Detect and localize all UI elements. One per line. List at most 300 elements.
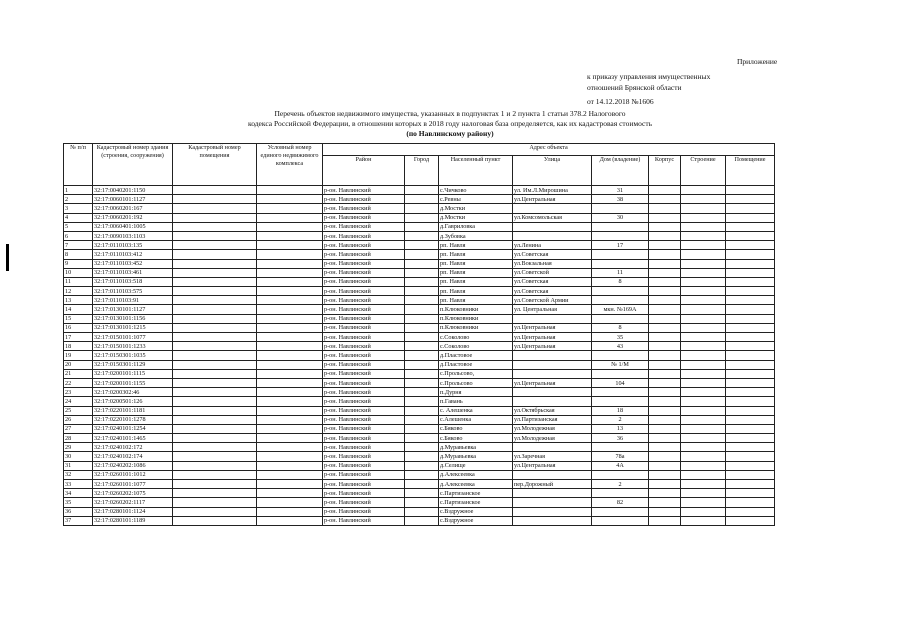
conditional-number-cell (257, 259, 323, 268)
room-cadastral-cell (173, 480, 257, 489)
block-cell (649, 213, 681, 222)
row-number-cell: 13 (64, 296, 93, 305)
house-cell (592, 250, 649, 259)
room-cadastral-cell (173, 296, 257, 305)
table-row (64, 342, 775, 351)
house-cell (592, 369, 649, 378)
street-cell (513, 489, 592, 498)
room-cell (726, 222, 775, 231)
street-cell: ул. Центральная (513, 305, 592, 314)
house-cell: мкн. №169А (592, 305, 649, 314)
room-cell (726, 268, 775, 277)
row-number-cell: 10 (64, 268, 93, 277)
appendix-line-3: от 14.12.2018 №1606 (587, 97, 654, 106)
street-cell: ул.Советской (513, 268, 592, 277)
district-cell: р-он. Навлинский (323, 296, 405, 305)
table-row (64, 397, 775, 406)
room-cell (726, 443, 775, 452)
block-cell (649, 489, 681, 498)
table-row (64, 268, 775, 277)
district-cell: р-он. Навлинский (323, 314, 405, 323)
row-number-cell: 24 (64, 397, 93, 406)
block-cell (649, 470, 681, 479)
block-cell (649, 498, 681, 507)
street-cell (513, 507, 592, 516)
appendix-title: Приложение (737, 57, 778, 66)
district-cell: р-он. Навлинский (323, 342, 405, 351)
room-cadastral-cell (173, 452, 257, 461)
building-cell (681, 186, 726, 195)
locality-cell: д.Алексеевка (439, 470, 513, 479)
cadastral-number-cell: 32:17:0130101:1156 (93, 314, 173, 323)
row-number-cell: 22 (64, 378, 93, 387)
locality-cell: с.Вздружное (439, 516, 513, 525)
locality-cell: д.Муравьевка (439, 452, 513, 461)
building-cell (681, 314, 726, 323)
header-cond-num: Условный номер единого недвижимого комплекса (257, 144, 323, 186)
locality-cell: д.Муравьевка (439, 443, 513, 452)
street-cell: ул.Вокзальная (513, 259, 592, 268)
district-cell: р-он. Навлинский (323, 360, 405, 369)
room-cadastral-cell (173, 323, 257, 332)
table-row (64, 204, 775, 213)
room-cadastral-cell (173, 333, 257, 342)
building-cell (681, 342, 726, 351)
table-row (64, 369, 775, 378)
block-cell (649, 434, 681, 443)
locality-cell: рп. Навля (439, 277, 513, 286)
street-cell: ул.Октябрьская (513, 406, 592, 415)
locality-cell: д.Гавриловка (439, 222, 513, 231)
house-cell (592, 231, 649, 240)
city-cell (405, 314, 439, 323)
room-cadastral-cell (173, 424, 257, 433)
city-cell (405, 277, 439, 286)
block-cell (649, 360, 681, 369)
conditional-number-cell (257, 415, 323, 424)
building-cell (681, 213, 726, 222)
room-cell (726, 516, 775, 525)
room-cell (726, 498, 775, 507)
cadastral-number-cell: 32:17:0130101:1127 (93, 305, 173, 314)
table-row (64, 314, 775, 323)
table-row (64, 287, 775, 296)
city-cell (405, 241, 439, 250)
room-cell (726, 406, 775, 415)
city-cell (405, 231, 439, 240)
house-cell: 17 (592, 241, 649, 250)
cadastral-number-cell: 32:17:0060401:1005 (93, 222, 173, 231)
street-cell: ул.Советской Армии (513, 296, 592, 305)
block-cell (649, 186, 681, 195)
cadastral-number-cell: 32:17:0240101:1254 (93, 424, 173, 433)
cadastral-number-cell: 32:17:0220101:1181 (93, 406, 173, 415)
cadastral-number-cell: 32:17:0110103:461 (93, 268, 173, 277)
row-number-cell: 37 (64, 516, 93, 525)
room-cell (726, 186, 775, 195)
block-cell (649, 231, 681, 240)
row-number-cell: 15 (64, 314, 93, 323)
district-cell: р-он. Навлинский (323, 516, 405, 525)
room-cadastral-cell (173, 470, 257, 479)
street-cell: ул.Центральная (513, 461, 592, 470)
locality-cell: д.Селище (439, 461, 513, 470)
conditional-number-cell (257, 434, 323, 443)
street-cell (513, 516, 592, 525)
conditional-number-cell (257, 489, 323, 498)
room-cadastral-cell (173, 250, 257, 259)
locality-cell: рп. Навля (439, 296, 513, 305)
city-cell (405, 296, 439, 305)
city-cell (405, 287, 439, 296)
house-cell (592, 443, 649, 452)
room-cadastral-cell (173, 489, 257, 498)
cadastral-number-cell: 32:17:0110103:575 (93, 287, 173, 296)
table-row (64, 250, 775, 259)
room-cell (726, 369, 775, 378)
building-cell (681, 287, 726, 296)
row-number-cell: 30 (64, 452, 93, 461)
cadastral-number-cell: 32:17:0260101:1012 (93, 470, 173, 479)
block-cell (649, 480, 681, 489)
district-cell: р-он. Навлинский (323, 250, 405, 259)
city-cell (405, 204, 439, 213)
conditional-number-cell (257, 360, 323, 369)
street-cell (513, 388, 592, 397)
city-cell (405, 507, 439, 516)
cadastral-number-cell: 32:17:0240202:1086 (93, 461, 173, 470)
city-cell (405, 305, 439, 314)
block-cell (649, 415, 681, 424)
cadastral-number-cell: 32:17:0060201:192 (93, 213, 173, 222)
table-row (64, 443, 775, 452)
building-cell (681, 277, 726, 286)
building-cell (681, 250, 726, 259)
city-cell (405, 452, 439, 461)
room-cell (726, 250, 775, 259)
room-cell (726, 351, 775, 360)
locality-cell: д.Пластовое (439, 351, 513, 360)
cadastral-number-cell: 32:17:0110103:135 (93, 241, 173, 250)
building-cell (681, 397, 726, 406)
city-cell (405, 516, 439, 525)
room-cell (726, 195, 775, 204)
district-cell: р-он. Навлинский (323, 195, 405, 204)
district-cell: р-он. Навлинский (323, 241, 405, 250)
district-cell: р-он. Навлинский (323, 305, 405, 314)
city-cell (405, 360, 439, 369)
room-cadastral-cell (173, 342, 257, 351)
district-cell: р-он. Навлинский (323, 231, 405, 240)
street-cell (513, 231, 592, 240)
locality-cell: д.Алексеевка (439, 480, 513, 489)
cadastral-number-cell: 32:17:0150101:1233 (93, 342, 173, 351)
conditional-number-cell (257, 268, 323, 277)
row-number-cell: 36 (64, 507, 93, 516)
house-cell (592, 507, 649, 516)
cadastral-number-cell: 32:17:0040201:1150 (93, 186, 173, 195)
block-cell (649, 397, 681, 406)
room-cadastral-cell (173, 305, 257, 314)
building-cell (681, 323, 726, 332)
conditional-number-cell (257, 287, 323, 296)
table-row (64, 388, 775, 397)
street-cell: ул.Центральная (513, 342, 592, 351)
street-cell (513, 470, 592, 479)
block-cell (649, 369, 681, 378)
table-row (64, 406, 775, 415)
city-cell (405, 250, 439, 259)
cadastral-number-cell: 32:17:0260202:1117 (93, 498, 173, 507)
block-cell (649, 452, 681, 461)
room-cadastral-cell (173, 287, 257, 296)
room-cadastral-cell (173, 406, 257, 415)
district-cell: р-он. Навлинский (323, 277, 405, 286)
cadastral-number-cell: 32:17:0150301:1035 (93, 351, 173, 360)
district-cell: р-он. Навлинский (323, 388, 405, 397)
locality-cell: п.Клюковники (439, 314, 513, 323)
building-cell (681, 378, 726, 387)
table-row (64, 507, 775, 516)
building-cell (681, 231, 726, 240)
building-cell (681, 259, 726, 268)
locality-cell: рп. Навля (439, 259, 513, 268)
room-cell (726, 259, 775, 268)
room-cell (726, 333, 775, 342)
building-cell (681, 498, 726, 507)
room-cell (726, 277, 775, 286)
conditional-number-cell (257, 195, 323, 204)
row-number-cell: 5 (64, 222, 93, 231)
cadastral-number-cell: 32:17:0200101:1155 (93, 378, 173, 387)
header-building: Строение (681, 156, 726, 186)
room-cell (726, 489, 775, 498)
city-cell (405, 378, 439, 387)
locality-cell: с.Бяково (439, 424, 513, 433)
house-cell: 13 (592, 424, 649, 433)
street-cell: ул.Советская (513, 277, 592, 286)
house-cell (592, 287, 649, 296)
block-cell (649, 277, 681, 286)
room-cell (726, 507, 775, 516)
conditional-number-cell (257, 369, 323, 378)
district-cell: р-он. Навлинский (323, 287, 405, 296)
district-cell: р-он. Навлинский (323, 397, 405, 406)
block-cell (649, 296, 681, 305)
city-cell (405, 222, 439, 231)
city-cell (405, 323, 439, 332)
room-cell (726, 213, 775, 222)
locality-cell: с.Вздружное (439, 507, 513, 516)
block-cell (649, 388, 681, 397)
locality-cell: с.Партизанское (439, 489, 513, 498)
conditional-number-cell (257, 186, 323, 195)
house-cell (592, 397, 649, 406)
conditional-number-cell (257, 314, 323, 323)
table-row (64, 186, 775, 195)
table-row (64, 259, 775, 268)
city-cell (405, 480, 439, 489)
block-cell (649, 268, 681, 277)
conditional-number-cell (257, 498, 323, 507)
room-cell (726, 452, 775, 461)
row-number-cell: 2 (64, 195, 93, 204)
building-cell (681, 507, 726, 516)
building-cell (681, 415, 726, 424)
row-number-cell: 18 (64, 342, 93, 351)
street-cell (513, 351, 592, 360)
room-cadastral-cell (173, 213, 257, 222)
house-cell (592, 296, 649, 305)
room-cadastral-cell (173, 186, 257, 195)
locality-cell: с.Ревны (439, 195, 513, 204)
table-row (64, 241, 775, 250)
house-cell (592, 470, 649, 479)
house-cell: 11 (592, 268, 649, 277)
house-cell: 30 (592, 213, 649, 222)
house-cell (592, 259, 649, 268)
room-cell (726, 470, 775, 479)
room-cell (726, 241, 775, 250)
conditional-number-cell (257, 333, 323, 342)
row-number-cell: 11 (64, 277, 93, 286)
street-cell: ул.Партизанская (513, 415, 592, 424)
row-number-cell: 35 (64, 498, 93, 507)
row-number-cell: 25 (64, 406, 93, 415)
street-cell: ул.Центральная (513, 195, 592, 204)
district-cell: р-он. Навлинский (323, 452, 405, 461)
house-cell: 43 (592, 342, 649, 351)
street-cell: ул.Центральная (513, 333, 592, 342)
conditional-number-cell (257, 443, 323, 452)
street-cell (513, 204, 592, 213)
property-table (63, 143, 775, 526)
header-district: Район (323, 156, 405, 186)
building-cell (681, 351, 726, 360)
row-number-cell: 19 (64, 351, 93, 360)
block-cell (649, 323, 681, 332)
header-locality: Населенный пункт (439, 156, 513, 186)
cadastral-number-cell: 32:17:0260101:1077 (93, 480, 173, 489)
conditional-number-cell (257, 231, 323, 240)
row-number-cell: 4 (64, 213, 93, 222)
table-row (64, 452, 775, 461)
block-cell (649, 443, 681, 452)
room-cell (726, 480, 775, 489)
room-cadastral-cell (173, 360, 257, 369)
room-cell (726, 397, 775, 406)
locality-cell: с.Прольсово (439, 378, 513, 387)
building-cell (681, 516, 726, 525)
room-cell (726, 415, 775, 424)
block-cell (649, 222, 681, 231)
conditional-number-cell (257, 461, 323, 470)
city-cell (405, 434, 439, 443)
conditional-number-cell (257, 351, 323, 360)
district-cell: р-он. Навлинский (323, 434, 405, 443)
cadastral-number-cell: 32:17:0090103:1103 (93, 231, 173, 240)
room-cell (726, 461, 775, 470)
conditional-number-cell (257, 277, 323, 286)
district-cell: р-он. Навлинский (323, 498, 405, 507)
building-cell (681, 461, 726, 470)
room-cadastral-cell (173, 461, 257, 470)
locality-cell: с. Алешенка (439, 406, 513, 415)
block-cell (649, 378, 681, 387)
city-cell (405, 443, 439, 452)
cadastral-number-cell: 32:17:0110103:518 (93, 277, 173, 286)
table-row (64, 231, 775, 240)
room-cadastral-cell (173, 397, 257, 406)
street-cell (513, 222, 592, 231)
street-cell (513, 443, 592, 452)
locality-cell: с.Партизанское (439, 498, 513, 507)
building-cell (681, 222, 726, 231)
house-cell: 82 (592, 498, 649, 507)
table-row (64, 213, 775, 222)
house-cell (592, 222, 649, 231)
cadastral-number-cell: 32:17:0130101:1215 (93, 323, 173, 332)
room-cell (726, 323, 775, 332)
city-cell (405, 498, 439, 507)
house-cell: 2 (592, 480, 649, 489)
conditional-number-cell (257, 470, 323, 479)
room-cell (726, 342, 775, 351)
street-cell (513, 369, 592, 378)
room-cadastral-cell (173, 507, 257, 516)
street-cell: ул.Советская (513, 250, 592, 259)
house-cell (592, 204, 649, 213)
header-city: Город (405, 156, 439, 186)
room-cadastral-cell (173, 204, 257, 213)
district-cell: р-он. Навлинский (323, 507, 405, 516)
house-cell: 18 (592, 406, 649, 415)
row-number-cell: 29 (64, 443, 93, 452)
room-cadastral-cell (173, 443, 257, 452)
room-cell (726, 388, 775, 397)
room-cell (726, 231, 775, 240)
locality-cell: с.Прольсово, (439, 369, 513, 378)
house-cell (592, 489, 649, 498)
locality-cell: с.Чичково (439, 186, 513, 195)
building-cell (681, 443, 726, 452)
room-cadastral-cell (173, 498, 257, 507)
block-cell (649, 314, 681, 323)
district-cell: р-он. Навлинский (323, 351, 405, 360)
block-cell (649, 195, 681, 204)
room-cadastral-cell (173, 195, 257, 204)
room-cadastral-cell (173, 277, 257, 286)
row-number-cell: 7 (64, 241, 93, 250)
city-cell (405, 351, 439, 360)
locality-cell: с.Бяково (439, 434, 513, 443)
house-cell: 78а (592, 452, 649, 461)
building-cell (681, 296, 726, 305)
city-cell (405, 369, 439, 378)
header-street: Улица (513, 156, 592, 186)
document-title-line-3: (по Навлинскому району) (406, 129, 494, 138)
locality-cell: д.Пластовое (439, 360, 513, 369)
street-cell (513, 360, 592, 369)
building-cell (681, 388, 726, 397)
cadastral-number-cell: 32:17:0240102:172 (93, 443, 173, 452)
conditional-number-cell (257, 452, 323, 461)
house-cell: 8 (592, 323, 649, 332)
street-cell (513, 314, 592, 323)
room-cadastral-cell (173, 415, 257, 424)
district-cell: р-он. Навлинский (323, 470, 405, 479)
cadastral-number-cell: 32:17:0150101:1077 (93, 333, 173, 342)
